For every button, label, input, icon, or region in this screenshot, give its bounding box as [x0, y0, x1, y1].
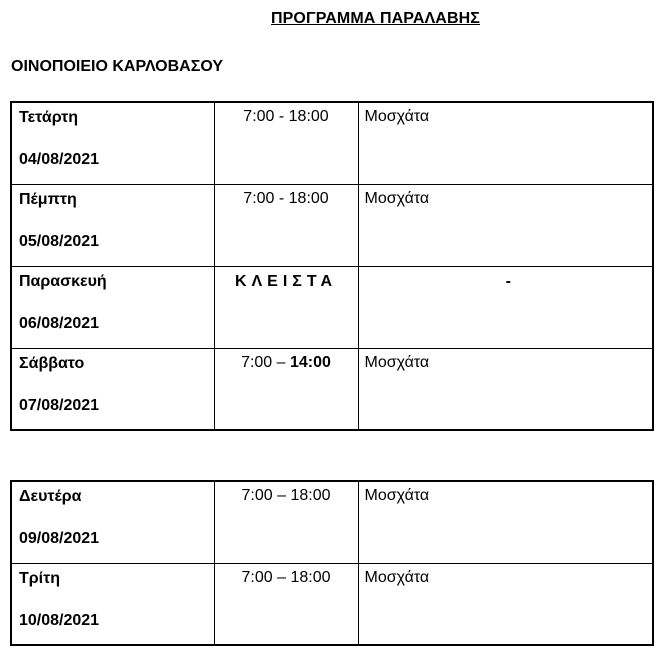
time-range: 7:00 – 18:00 — [241, 487, 331, 504]
time-cell — [214, 348, 358, 430]
day-cell — [11, 563, 214, 645]
time-cell — [214, 481, 358, 563]
table-row — [11, 266, 653, 348]
location-cell — [358, 563, 653, 645]
location-cell — [358, 481, 653, 563]
winery-name: ΟΙΝΟΠΟΙΕΙΟ ΚΑΡΛΟΒΑΣΟΥ — [11, 58, 224, 75]
day-date: 10/08/2021 — [19, 611, 100, 629]
schedule-table-week2 — [10, 480, 654, 646]
location: Μοσχάτα — [364, 189, 430, 207]
schedule-table-week1 — [10, 101, 654, 431]
document-title: ΠΡΟΓΡΑΜΜΑ ΠΑΡΑΛΑΒΗΣ — [271, 10, 480, 27]
time-range — [215, 354, 358, 372]
day-cell — [11, 481, 214, 563]
time-end: 14:00 — [290, 353, 331, 371]
day-cell — [11, 102, 214, 184]
day-cell — [11, 266, 214, 348]
day-date: 06/08/2021 — [19, 314, 100, 332]
time-cell — [214, 102, 358, 184]
location-cell — [358, 266, 653, 348]
location: Μοσχάτα — [364, 568, 430, 586]
day-name: Τετάρτη — [19, 109, 79, 126]
table-row — [11, 184, 653, 266]
day-date: 09/08/2021 — [19, 530, 100, 547]
location-cell — [358, 348, 653, 430]
time-cell — [214, 266, 358, 348]
time-cell — [214, 184, 358, 266]
location: Μοσχάτα — [364, 487, 430, 504]
day-name: Τρίτη — [19, 569, 61, 587]
day-name: Σάββατο — [19, 354, 85, 372]
location-cell — [358, 184, 653, 266]
day-name: Παρασκευή — [19, 272, 107, 290]
day-name: Δευτέρα — [19, 488, 82, 505]
location: Μοσχάτα — [364, 108, 430, 125]
table-row — [11, 102, 653, 184]
day-cell — [11, 348, 214, 430]
time-range: 7:00 - 18:00 — [243, 189, 329, 207]
time-cell — [214, 563, 358, 645]
table-row — [11, 348, 653, 430]
closed-label: ΚΛΕΙΣΤΑ — [234, 272, 338, 290]
time-range: 7:00 – 18:00 — [241, 568, 331, 586]
location-cell — [358, 102, 653, 184]
day-cell — [11, 184, 214, 266]
table-row — [11, 481, 653, 563]
time-start: 7:00 – — [241, 353, 290, 371]
time-range: 7:00 - 18:00 — [243, 108, 329, 125]
day-date: 07/08/2021 — [19, 396, 100, 414]
day-date: 04/08/2021 — [19, 151, 100, 168]
location: Μοσχάτα — [364, 353, 430, 371]
day-name: Πέμπτη — [19, 190, 77, 208]
table-row — [11, 563, 653, 645]
location-dash: - — [505, 272, 511, 290]
day-date: 05/08/2021 — [19, 232, 100, 250]
